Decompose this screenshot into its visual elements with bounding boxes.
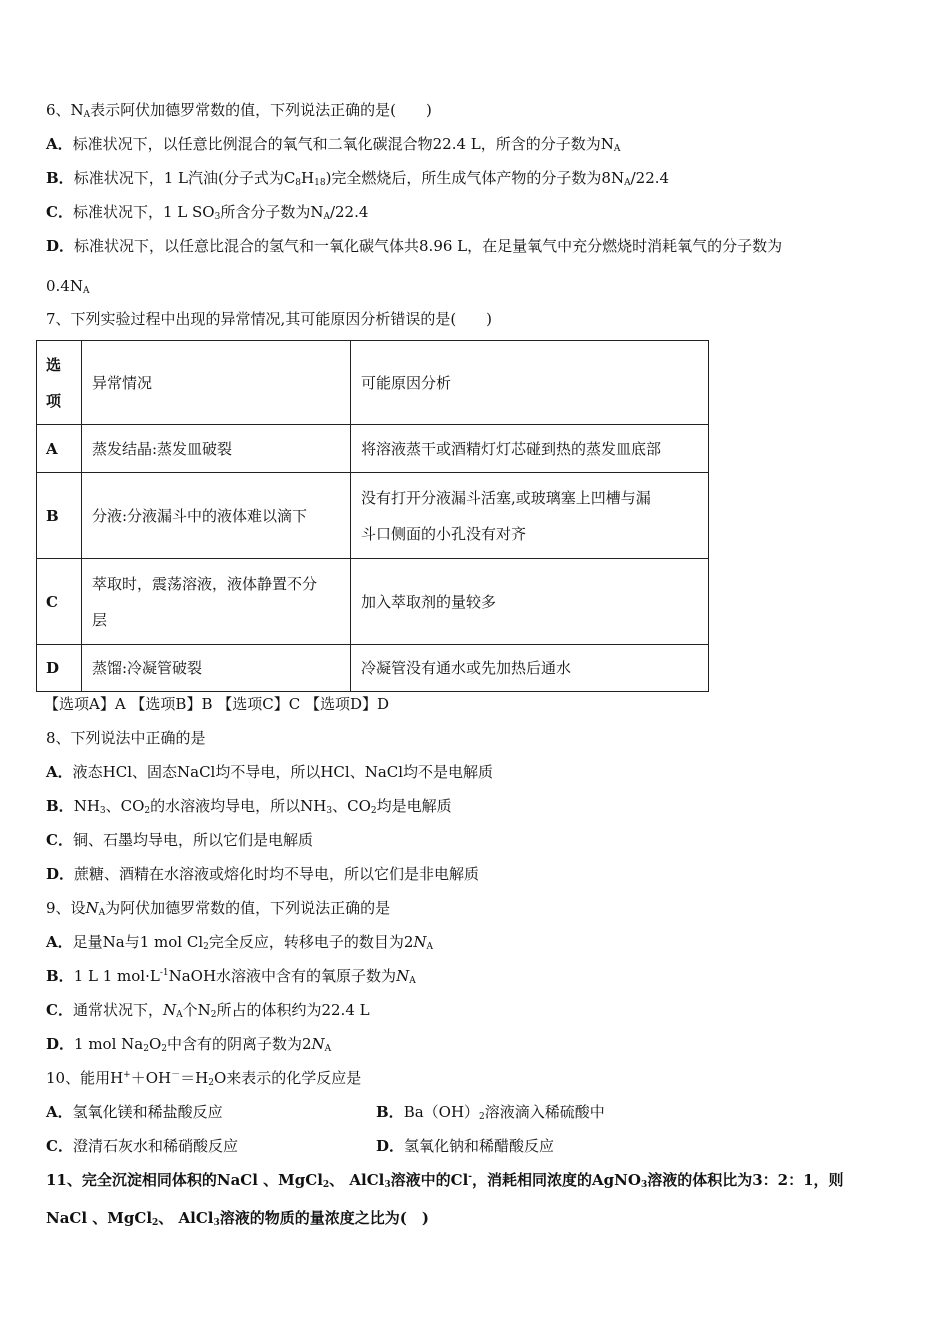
q8-option-a: A．液态HCl、固态NaCl均不导电，所以HCl、NaCl均不是电解质: [46, 763, 494, 781]
table-row: [37, 425, 709, 473]
row-cause: 冷凝管没有通水或先加热后通水: [351, 645, 709, 692]
q9-option-c: C．通常状况下，$N_A$个$N_2$所占的体积约为22.4 L: [46, 1001, 370, 1020]
table-header-row: [37, 341, 709, 425]
row-cause: 将溶液蒸干或酒精灯灯芯碰到热的蒸发皿底部: [351, 425, 709, 473]
table-row: [37, 473, 709, 559]
q9-option-a: A．足量Na与1 mol $Cl_2$完全反应，转移电子的数目为$2N_A$: [46, 933, 434, 952]
row-option: D: [37, 645, 82, 692]
q8-stem: 8、下列说法中正确的是: [46, 729, 206, 747]
q6-option-d: D．标准状况下，以任意比混合的氢气和一氧化碳气体共8.96 L，在足量氧气中充分燃烧时消耗氧气的分子数为: [46, 237, 783, 255]
q10-option-d: D．氢氧化钠和稀醋酸反应: [376, 1137, 555, 1155]
q11-stem-line2: NaCl 、MgCl$_2$、 AlCl$_3$溶液的物质的量浓度之比为( ): [46, 1209, 429, 1228]
q9-stem: 9、设$N_A$为阿伏加德罗常数的值，下列说法正确的是: [46, 899, 391, 918]
q6-option-a: A．标准状况下，以任意比例混合的氧气和二氧化碳混合物22.4 L，所含的分子数为$N_A$: [46, 135, 621, 154]
q8-option-b: B．$NH_3$、$CO_2$的水溶液均导电，所以$NH_3$、$CO_2$均是电解质: [46, 797, 452, 816]
row-cause: 加入萃取剂的量较多: [351, 559, 709, 645]
q6-stem: 6、$N_A$表示阿伏加德罗常数的值，下列说法正确的是( ): [46, 101, 432, 120]
q8-option-c: C．铜、石墨均导电，所以它们是电解质: [46, 831, 313, 849]
q10-option-c: C．澄清石灰水和稀硝酸反应: [46, 1137, 238, 1155]
row-option: C: [37, 559, 82, 645]
row-issue: 蒸馏:冷凝管破裂: [82, 645, 351, 692]
header-issue: 异常情况: [82, 341, 351, 425]
row-option: A: [37, 425, 82, 473]
header-cause: 可能原因分析: [351, 341, 709, 425]
q11-stem-line1: 11、完全沉淀相同体积的NaCl 、MgCl$_2$、 AlCl$_3$溶液中的Cl-，消耗相同浓度的AgNO$_3$溶液的体积比为3：2：1，则: [46, 1171, 844, 1190]
q10-option-a: A．氢氧化镁和稀盐酸反应: [46, 1103, 223, 1121]
q7-stem: 7、下列实验过程中出现的异常情况,其可能原因分析错误的是( ): [46, 310, 493, 328]
row-issue: 萃取时，震荡溶液，液体静置不分 层: [82, 559, 351, 645]
q8-option-d: D．蔗糖、酒精在水溶液或熔化时均不导电，所以它们是非电解质: [46, 865, 480, 883]
table-row: [37, 645, 709, 692]
q7-table: [36, 340, 709, 692]
q6-option-c: C．标准状况下，1 L $SO_3$所含分子数为$N_A/22.4$: [46, 203, 369, 222]
q6-option-b: B．标准状况下，1 L汽油(分子式为$C_8H_{18}$)完全燃烧后，所生成气体产物的分子数为$8N_A/22.4$: [46, 169, 670, 188]
row-option: B: [37, 473, 82, 559]
q10-option-b: B．$Ba(OH)_2$溶液滴入稀硫酸中: [376, 1103, 605, 1122]
header-option: 选 项: [37, 341, 82, 425]
row-cause: 没有打开分液漏斗活塞,或玻璃塞上凹槽与漏 斗口侧面的小孔没有对齐: [351, 473, 709, 559]
row-issue: 分液:分液漏斗中的液体难以滴下: [82, 473, 351, 559]
table-row: [37, 559, 709, 645]
q6-option-d-cont: $0.4N_A$: [46, 277, 90, 296]
q10-stem: 10、能用$H^++OH^-=H_2O$来表示的化学反应是: [46, 1069, 362, 1088]
row-issue: 蒸发结晶:蒸发皿破裂: [82, 425, 351, 473]
q9-option-b: B．1 L 1 $mol\cdot L^{-1}NaOH$水溶液中含有的氧原子数为$N_A$: [46, 967, 416, 986]
q7-options-line: 【选项A】A 【选项B】B 【选项C】C 【选项D】D: [44, 695, 390, 713]
q9-option-d: D．1 mol $Na_2O_2$中含有的阴离子数为$2N_A$: [46, 1035, 332, 1054]
